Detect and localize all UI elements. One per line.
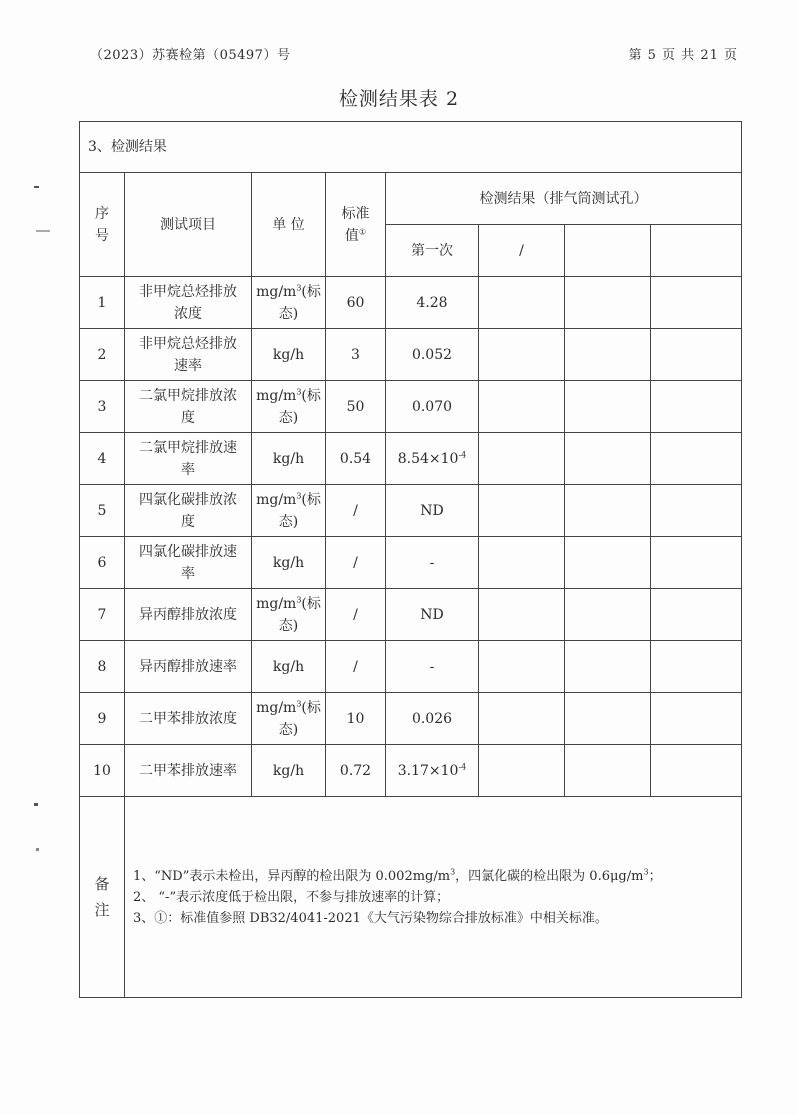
table-row [80,381,742,433]
table-row [80,641,742,693]
cell-result-empty [565,693,651,745]
cell-seq: 8 [80,641,125,693]
cell-seq: 2 [80,329,125,381]
table-row [80,537,742,589]
cell-result-first: 0.070 [386,381,479,433]
cell-seq: 6 [80,537,125,589]
cell-result-empty [479,381,565,433]
cell-item: 非甲烷总烃排放 速率 [125,329,252,381]
cell-result-empty [479,641,565,693]
cell-item: 二氯甲烷排放速 率 [125,433,252,485]
results-rows [80,277,742,797]
cell-result-empty [565,589,651,641]
cell-result-empty [651,745,742,797]
table-row [80,485,742,537]
cell-unit: kg/h [252,537,326,589]
remark-line-1: 1、“ND”表示未检出，异丙醇的检出限为 $0.002mg/m^3$，四氯化碳的检出限为 $0.6\mu g/m^3$； [133,867,662,884]
cell-unit: $mg/m^3$(标 态) [252,277,326,329]
col-item-header: 测试项目 [125,173,252,277]
cell-result-first: 4.28 [386,277,479,329]
cell-item: 异丙醇排放浓度 [125,589,252,641]
cell-result-empty [565,329,651,381]
table-row [80,693,742,745]
cell-item: 四氯化碳排放速 率 [125,537,252,589]
cell-unit: kg/h [252,745,326,797]
col-standard-header: 标准 值① [326,173,386,277]
cell-standard: 10 [326,693,386,745]
cell-result-empty [479,329,565,381]
cell-result-empty [565,485,651,537]
cell-result-empty [565,641,651,693]
remark-line-3: 3、①：标准值参照 DB32/4041-2021《大气污染物综合排放标准》中相关标准。 [133,910,608,926]
cell-result-empty [651,381,742,433]
col-result-fourth [651,225,742,277]
col-result-group-header: 检测结果（排气筒测试孔） [386,173,742,225]
cell-result-empty [651,641,742,693]
cell-unit: kg/h [252,641,326,693]
cell-standard: / [326,641,386,693]
cell-result-first: ND [386,485,479,537]
cell-result-empty [479,277,565,329]
cell-result-empty [479,589,565,641]
remarks-label: 备 注 [80,797,125,998]
cell-item: 二甲苯排放浓度 [125,693,252,745]
cell-result-empty [479,745,565,797]
cell-result-empty [565,381,651,433]
col-result-third [565,225,651,277]
cell-unit: $mg/m^3$(标 态) [252,485,326,537]
cell-standard: 0.54 [326,433,386,485]
cell-result-first: - [386,641,479,693]
cell-result-empty [479,693,565,745]
cell-unit: kg/h [252,329,326,381]
cell-unit: $mg/m^3$(标 态) [252,693,326,745]
page-title: 检测结果表 2 [338,88,460,110]
table-row [80,277,742,329]
table-row [80,589,742,641]
cell-result-empty [565,537,651,589]
scan-mark [36,230,50,232]
cell-result-empty [565,433,651,485]
cell-seq: 9 [80,693,125,745]
cell-result-empty [651,277,742,329]
cell-unit: $mg/m^3$(标 态) [252,381,326,433]
cell-result-empty [651,329,742,381]
report-number: （2023）苏赛检第（05497）号 [90,48,291,63]
footnote-mark: ① [358,226,367,236]
cell-item: 二甲苯排放速率 [125,745,252,797]
cell-standard: 60 [326,277,386,329]
cell-result-empty [479,485,565,537]
cell-item: 四氯化碳排放浓 度 [125,485,252,537]
cell-result-empty [651,485,742,537]
cell-standard: / [326,589,386,641]
cell-result-empty [479,537,565,589]
remark-line-2: 2、 “-”表示浓度低于检出限，不参与排放速率的计算； [133,889,450,905]
cell-result-empty [651,433,742,485]
cell-result-empty [651,537,742,589]
col-seq-header: 序 号 [80,173,125,277]
cell-seq: 10 [80,745,125,797]
cell-seq: 4 [80,433,125,485]
cell-result-empty [565,745,651,797]
cell-standard: 50 [326,381,386,433]
scan-mark [36,848,39,851]
cell-result-empty [651,693,742,745]
cell-standard: 3 [326,329,386,381]
cell-seq: 3 [80,381,125,433]
cell-result-first: - [386,537,479,589]
cell-result-empty [651,589,742,641]
table-row [80,745,742,797]
col-result-first: 第一次 [386,225,479,277]
cell-result-first: 0.052 [386,329,479,381]
cell-unit: $mg/m^3$(标 态) [252,589,326,641]
cell-standard: / [326,485,386,537]
cell-standard: 0.72 [326,745,386,797]
remarks-content [125,797,742,998]
section-heading: 3、检测结果 [80,122,742,173]
cell-result-first: $8.54\times 10^{-4}$ [386,433,479,485]
cell-seq: 7 [80,589,125,641]
cell-item: 异丙醇排放速率 [125,641,252,693]
cell-item: 二氯甲烷排放浓 度 [125,381,252,433]
cell-result-first: ND [386,589,479,641]
cell-seq: 5 [80,485,125,537]
scan-mark [34,186,39,188]
scan-mark [34,803,38,806]
cell-standard: / [326,537,386,589]
col-result-second: / [479,225,565,277]
cell-unit: kg/h [252,433,326,485]
cell-result-first: 0.026 [386,693,479,745]
cell-result-empty [565,277,651,329]
cell-result-empty [479,433,565,485]
table-row [80,329,742,381]
table-row [80,433,742,485]
col-unit-header: 单 位 [252,173,326,277]
page-info: 第 5 页 共 21 页 [628,48,738,63]
cell-result-first: $3.17\times 10^{-4}$ [386,745,479,797]
results-table [79,121,742,998]
cell-seq: 1 [80,277,125,329]
cell-item: 非甲烷总烃排放 浓度 [125,277,252,329]
